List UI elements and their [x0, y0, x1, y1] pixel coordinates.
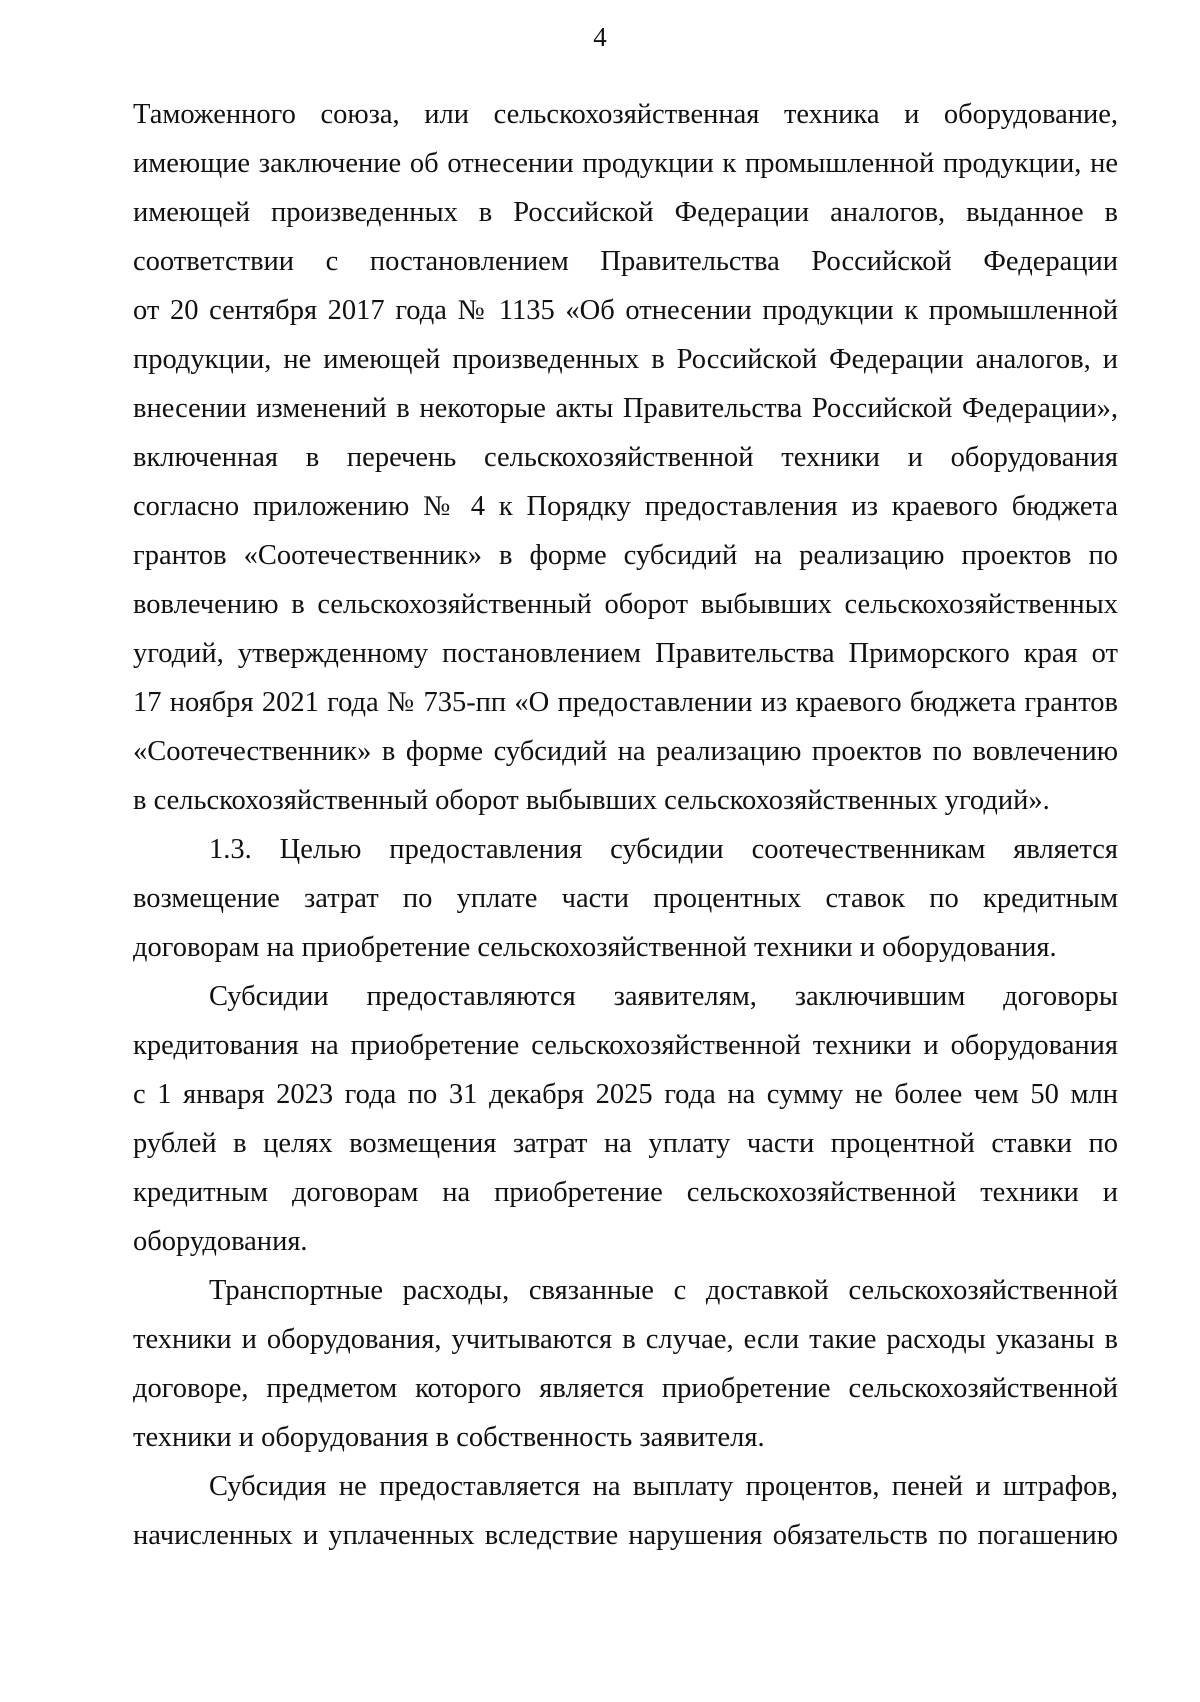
paragraph-line: имеющие заключение об отнесении продукции к промышленной продукции, не [133, 148, 1118, 179]
paragraph-line: согласно приложению № 4 к Порядку предоставления из краевого бюджета [133, 491, 1118, 522]
document-body [133, 90, 1118, 1560]
paragraph-line: кредитования на приобретение сельскохозяйственной техники и оборудования [133, 1030, 1118, 1061]
page-number: 4 [593, 22, 607, 52]
paragraph-line: угодий, утвержденному постановлением Правительства Приморского края от [133, 638, 1118, 669]
paragraph-line: от 20 сентября 2017 года № 1135 «Об отнесении продукции к промышленной [133, 295, 1118, 326]
paragraph [133, 825, 1118, 972]
paragraph-line: продукции, не имеющей произведенных в Российской Федерации аналогов, и [133, 344, 1118, 375]
paragraph-line: договорам на приобретение сельскохозяйственной техники и оборудования. [133, 932, 1057, 963]
paragraph-line: Субсидии предоставляются заявителям, заключившим договоры [209, 981, 1118, 1012]
paragraph [133, 1266, 1118, 1462]
paragraph-line: начисленных и уплаченных вследствие нарушения обязательств по погашению [133, 1520, 1118, 1551]
paragraph-line: включенная в перечень сельскохозяйственной техники и оборудования [133, 442, 1118, 473]
paragraph-line: рублей в целях возмещения затрат на уплату части процентной ставки по [133, 1128, 1118, 1159]
paragraph-line: возмещение затрат по уплате части процентных ставок по кредитным [133, 883, 1118, 914]
paragraph [133, 972, 1118, 1266]
paragraph-line: с 1 января 2023 года по 31 декабря 2025 года на сумму не более чем 50 млн [133, 1079, 1118, 1110]
paragraph-line: внесении изменений в некоторые акты Правительства Российской Федерации», [133, 393, 1118, 424]
paragraph-line: техники и оборудования в собственность заявителя. [133, 1422, 765, 1453]
paragraph-line: грантов «Соотечественник» в форме субсидий на реализацию проектов по [133, 540, 1118, 571]
paragraph-line: соответствии с постановлением Правительства Российской Федерации [133, 246, 1118, 277]
paragraph-line: Субсидия не предоставляется на выплату процентов, пеней и штрафов, [209, 1471, 1118, 1502]
paragraph-line: вовлечению в сельскохозяйственный оборот выбывших сельскохозяйственных [133, 589, 1118, 620]
paragraph [133, 90, 1118, 825]
paragraph-line: договоре, предметом которого является приобретение сельскохозяйственной [133, 1373, 1118, 1404]
paragraph-line: оборудования. [133, 1226, 308, 1257]
paragraph-line: Таможенного союза, или сельскохозяйственная техника и оборудование, [133, 99, 1118, 130]
paragraph-line: 17 ноября 2021 года № 735-пп «О предоставлении из краевого бюджета грантов [133, 687, 1118, 718]
paragraph-line: в сельскохозяйственный оборот выбывших сельскохозяйственных угодий». [133, 785, 1050, 816]
paragraph-line: имеющей произведенных в Российской Федерации аналогов, выданное в [133, 197, 1118, 228]
paragraph [133, 1462, 1118, 1560]
paragraph-line: 1.3. Целью предоставления субсидии соотечественникам является [209, 834, 1118, 865]
paragraph-line: кредитным договорам на приобретение сельскохозяйственной техники и [133, 1177, 1118, 1208]
paragraph-line: Транспортные расходы, связанные с доставкой сельскохозяйственной [209, 1275, 1118, 1306]
paragraph-line: техники и оборудования, учитываются в случае, если такие расходы указаны в [133, 1324, 1118, 1355]
paragraph-line: «Соотечественник» в форме субсидий на реализацию проектов по вовлечению [133, 736, 1118, 767]
